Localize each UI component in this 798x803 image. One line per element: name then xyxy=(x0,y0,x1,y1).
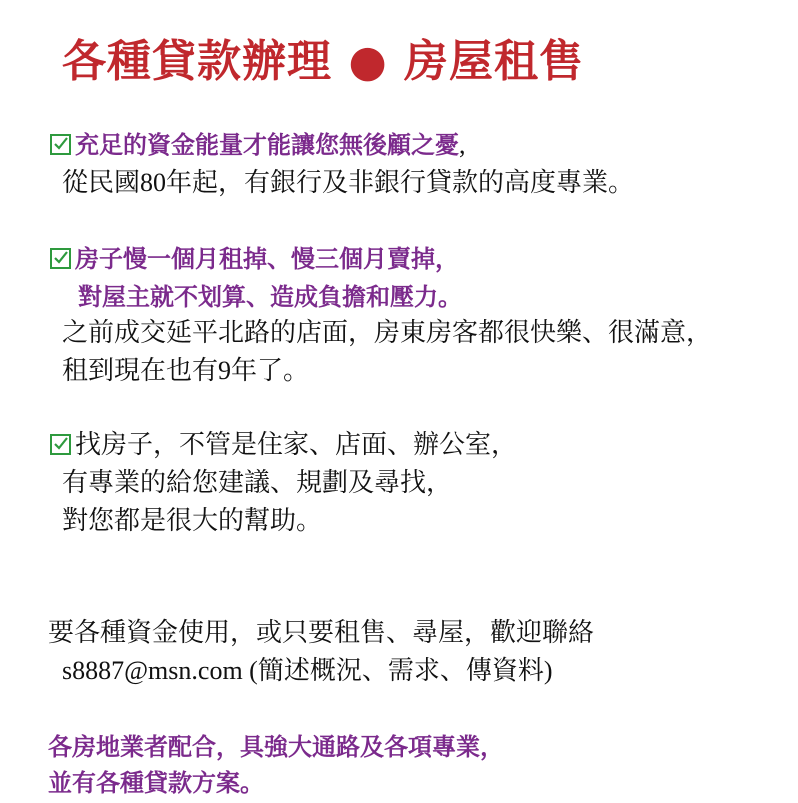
section1-body: 從民國80年起，有銀行及非銀行貸款的高度專業。 xyxy=(62,168,635,197)
page-title: 各種貸款辦理 ● 房屋租售 xyxy=(62,36,585,87)
section3-row-1 xyxy=(50,428,517,462)
footer-line-1: 各房地業者配合，具強大通路及各項專業， xyxy=(48,733,504,761)
section2-body-1: 之前成交延平北路的店面，房東房客都很快樂、很滿意， xyxy=(62,318,713,347)
section2-headline-1: 房子慢一個月租掉、慢三個月賣掉， xyxy=(75,245,459,273)
section2-body-2: 租到現在也有9年了。 xyxy=(62,356,310,385)
section3-line-1: 找房子，不管是住家、店面、辦公室， xyxy=(75,430,518,459)
section1-headline-row xyxy=(50,128,466,162)
section2-headline-row xyxy=(50,242,459,276)
contact-line-1: 要各種資金使用，或只要租售、尋屋，歡迎聯絡 xyxy=(48,618,595,647)
section1-headline: 充足的資金能量才能讓您無後顧之憂 xyxy=(75,131,459,159)
checkmark-box-icon xyxy=(50,434,71,455)
section3-line-2: 有專業的給您建議、規劃及尋找， xyxy=(62,468,453,497)
checkmark-box-icon xyxy=(50,248,71,269)
section2-headline-2: 對屋主就不划算、造成負擔和壓力。 xyxy=(78,283,462,311)
contact-email-line[interactable]: s8887@msn.com (簡述概況、需求、傳資料) xyxy=(62,656,553,685)
section1-headline-tail: , xyxy=(459,130,466,159)
checkmark-box-icon xyxy=(50,134,71,155)
footer-line-2: 並有各種貸款方案。 xyxy=(48,769,264,797)
section3-line-3: 對您都是很大的幫助。 xyxy=(62,506,323,535)
